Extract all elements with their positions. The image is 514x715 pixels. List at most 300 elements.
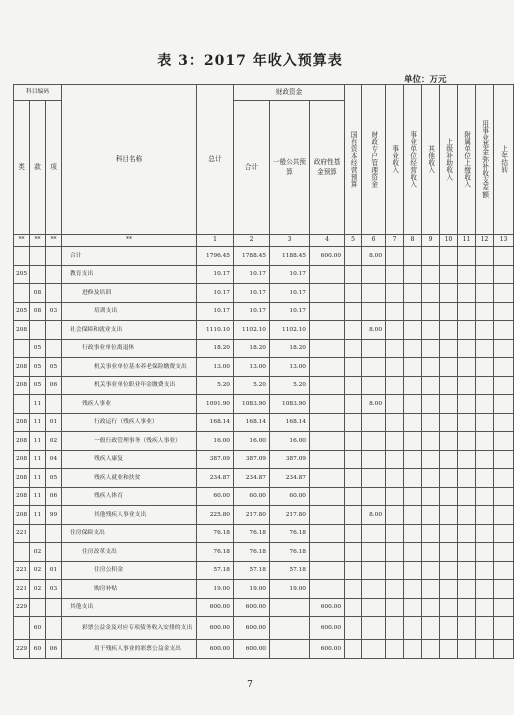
- cell-empty: [386, 302, 404, 321]
- table-row: [14, 640, 514, 659]
- cell-fiscal-special: [362, 561, 386, 580]
- cell-gov-fund-budget: [310, 543, 345, 562]
- cell-empty: [404, 339, 422, 358]
- index-cell: **: [46, 235, 62, 247]
- cell-total: 5.20: [197, 376, 234, 395]
- cell-general-budget: 13.00: [270, 358, 310, 377]
- cell-heji: 18.20: [234, 339, 270, 358]
- cell-subject-name: 彩票公益金及对应专项债务收入安排的支出: [62, 617, 197, 640]
- cell-empty: [494, 395, 514, 414]
- cell-empty: [386, 376, 404, 395]
- cell-kuan: [30, 247, 46, 266]
- cell-heji: 168.14: [234, 413, 270, 432]
- cell-state-capital: [345, 284, 362, 303]
- cell-gov-fund-budget: [310, 265, 345, 284]
- cell-empty: [386, 617, 404, 640]
- cell-empty: [494, 339, 514, 358]
- header-superior-subsidy: 上级补助收入: [444, 138, 453, 181]
- cell-fiscal-special: [362, 432, 386, 451]
- header-fiscal-funds: 财政资金: [234, 85, 345, 101]
- cell-state-capital: [345, 247, 362, 266]
- table-row: [14, 561, 514, 580]
- cell-fiscal-special: [362, 543, 386, 562]
- cell-xiang: [46, 395, 62, 414]
- cell-subject-name: 进修及培训: [62, 284, 197, 303]
- header-fiscal-special: 财政专户管理资金: [369, 131, 378, 188]
- cell-general-budget: 10.17: [270, 265, 310, 284]
- cell-heji: 19.00: [234, 580, 270, 599]
- cell-empty: [422, 265, 440, 284]
- cell-heji: 5.20: [234, 376, 270, 395]
- index-cell: 5: [345, 235, 362, 247]
- cell-kuan: 11: [30, 487, 46, 506]
- cell-empty: [386, 487, 404, 506]
- index-cell: 4: [310, 235, 345, 247]
- cell-lei: 229: [14, 640, 30, 659]
- cell-total: 600.00: [197, 640, 234, 659]
- cell-empty: [458, 284, 476, 303]
- table-row: [14, 395, 514, 414]
- cell-lei: [14, 617, 30, 640]
- cell-subject-name: 残疾人就业和扶贫: [62, 469, 197, 488]
- cell-gov-fund-budget: [310, 339, 345, 358]
- header-career-fund-gap: 用事业基金弥补收支差额: [480, 120, 489, 199]
- cell-fiscal-special: 8.00: [362, 506, 386, 525]
- index-cell: **: [14, 235, 30, 247]
- cell-total: 1091.90: [197, 395, 234, 414]
- cell-fiscal-special: [362, 617, 386, 640]
- table-row: [14, 302, 514, 321]
- cell-fiscal-special: [362, 358, 386, 377]
- cell-total: 13.00: [197, 358, 234, 377]
- cell-xiang: [46, 543, 62, 562]
- cell-empty: [458, 358, 476, 377]
- table-row: [14, 376, 514, 395]
- cell-empty: [476, 413, 494, 432]
- cell-lei: [14, 284, 30, 303]
- header-general-budget: 一般公共预算: [270, 101, 310, 235]
- cell-kuan: 05: [30, 358, 46, 377]
- cell-general-budget: 5.20: [270, 376, 310, 395]
- cell-heji: 10.17: [234, 302, 270, 321]
- cell-empty: [494, 598, 514, 617]
- cell-subject-name: 合计: [62, 247, 197, 266]
- cell-empty: [476, 543, 494, 562]
- cell-lei: 208: [14, 376, 30, 395]
- cell-empty: [404, 265, 422, 284]
- cell-xiang: 06: [46, 376, 62, 395]
- cell-empty: [458, 617, 476, 640]
- cell-empty: [458, 247, 476, 266]
- cell-general-budget: 168.14: [270, 413, 310, 432]
- cell-lei: [14, 543, 30, 562]
- cell-empty: [458, 561, 476, 580]
- cell-empty: [404, 561, 422, 580]
- index-row: [14, 235, 514, 247]
- cell-empty: [440, 302, 458, 321]
- cell-empty: [494, 561, 514, 580]
- cell-empty: [404, 617, 422, 640]
- cell-general-budget: 217.80: [270, 506, 310, 525]
- cell-empty: [476, 561, 494, 580]
- cell-fiscal-special: [362, 284, 386, 303]
- index-cell: 7: [386, 235, 404, 247]
- header-state-capital: 国有资本经营预算: [349, 131, 358, 188]
- cell-empty: [422, 358, 440, 377]
- cell-kuan: [30, 524, 46, 543]
- cell-total: 600.00: [197, 617, 234, 640]
- cell-fiscal-special: [362, 640, 386, 659]
- cell-xiang: [46, 247, 62, 266]
- cell-empty: [440, 580, 458, 599]
- cell-state-capital: [345, 469, 362, 488]
- cell-empty: [476, 450, 494, 469]
- cell-state-capital: [345, 358, 362, 377]
- cell-empty: [476, 284, 494, 303]
- cell-kuan: [30, 265, 46, 284]
- cell-empty: [386, 284, 404, 303]
- cell-gov-fund-budget: [310, 524, 345, 543]
- cell-empty: [494, 247, 514, 266]
- cell-kuan: 60: [30, 617, 46, 640]
- cell-empty: [422, 617, 440, 640]
- header-last-year-carryover: 上年结转: [499, 145, 508, 174]
- cell-empty: [494, 413, 514, 432]
- cell-general-budget: 1083.90: [270, 395, 310, 414]
- table-row: [14, 524, 514, 543]
- cell-lei: 208: [14, 450, 30, 469]
- table-row: [14, 580, 514, 599]
- cell-general-budget: 76.18: [270, 524, 310, 543]
- cell-empty: [404, 469, 422, 488]
- cell-empty: [458, 580, 476, 599]
- cell-empty: [494, 321, 514, 340]
- cell-lei: 205: [14, 302, 30, 321]
- cell-empty: [440, 640, 458, 659]
- cell-total: 76.18: [197, 543, 234, 562]
- cell-empty: [440, 265, 458, 284]
- cell-empty: [458, 265, 476, 284]
- cell-empty: [422, 580, 440, 599]
- cell-heji: 76.18: [234, 524, 270, 543]
- cell-gov-fund-budget: 600.00: [310, 247, 345, 266]
- index-cell: **: [62, 235, 197, 247]
- cell-subject-name: 机关事业单位职业年金缴费支出: [62, 376, 197, 395]
- index-cell: 8: [404, 235, 422, 247]
- cell-xiang: 01: [46, 413, 62, 432]
- cell-heji: 600.00: [234, 617, 270, 640]
- unit-label: 单位：万元: [404, 75, 447, 85]
- table-row: [14, 358, 514, 377]
- cell-gov-fund-budget: [310, 469, 345, 488]
- cell-heji: 10.17: [234, 284, 270, 303]
- cell-fiscal-special: 8.00: [362, 321, 386, 340]
- cell-state-capital: [345, 598, 362, 617]
- cell-kuan: 11: [30, 413, 46, 432]
- cell-empty: [386, 506, 404, 525]
- cell-empty: [422, 432, 440, 451]
- cell-empty: [494, 358, 514, 377]
- table-row: [14, 432, 514, 451]
- header-other-income: 其他收入: [426, 145, 435, 174]
- cell-total: 57.18: [197, 561, 234, 580]
- cell-gov-fund-budget: 600.00: [310, 598, 345, 617]
- cell-gov-fund-budget: [310, 561, 345, 580]
- cell-fiscal-special: 8.00: [362, 395, 386, 414]
- cell-subject-name: 其他支出: [62, 598, 197, 617]
- cell-empty: [458, 524, 476, 543]
- cell-general-budget: 76.18: [270, 543, 310, 562]
- header-heji: 合计: [234, 101, 270, 235]
- cell-xiang: [46, 598, 62, 617]
- cell-empty: [494, 284, 514, 303]
- cell-total: 234.87: [197, 469, 234, 488]
- cell-lei: 208: [14, 506, 30, 525]
- cell-empty: [422, 302, 440, 321]
- cell-empty: [458, 469, 476, 488]
- header-career-income: 事业收入: [390, 145, 399, 174]
- cell-lei: 221: [14, 524, 30, 543]
- cell-empty: [458, 339, 476, 358]
- cell-subject-name: 残疾人事业: [62, 395, 197, 414]
- table-row: [14, 339, 514, 358]
- cell-state-capital: [345, 376, 362, 395]
- cell-empty: [404, 524, 422, 543]
- cell-empty: [404, 247, 422, 266]
- cell-kuan: 60: [30, 640, 46, 659]
- cell-subject-name: 用于残疾人事业的彩票公益金支出: [62, 640, 197, 659]
- cell-empty: [476, 302, 494, 321]
- cell-total: 10.17: [197, 302, 234, 321]
- cell-total: 10.17: [197, 284, 234, 303]
- cell-subject-name: 住房公积金: [62, 561, 197, 580]
- cell-empty: [440, 561, 458, 580]
- table-row: [14, 543, 514, 562]
- cell-kuan: 02: [30, 561, 46, 580]
- cell-gov-fund-budget: [310, 487, 345, 506]
- cell-empty: [386, 524, 404, 543]
- cell-total: 76.18: [197, 524, 234, 543]
- cell-empty: [494, 302, 514, 321]
- cell-kuan: 11: [30, 432, 46, 451]
- table-row: [14, 265, 514, 284]
- cell-empty: [494, 376, 514, 395]
- cell-xiang: [46, 339, 62, 358]
- index-cell: 1: [197, 235, 234, 247]
- cell-empty: [386, 358, 404, 377]
- cell-state-capital: [345, 487, 362, 506]
- cell-empty: [440, 543, 458, 562]
- cell-xiang: 05: [46, 469, 62, 488]
- cell-empty: [476, 506, 494, 525]
- cell-empty: [494, 543, 514, 562]
- cell-lei: 221: [14, 561, 30, 580]
- cell-heji: 217.80: [234, 506, 270, 525]
- header-total: 总计: [197, 85, 234, 235]
- cell-heji: 1083.90: [234, 395, 270, 414]
- cell-xiang: [46, 617, 62, 640]
- cell-total: 225.80: [197, 506, 234, 525]
- cell-subject-name: 其他残疾人事业支出: [62, 506, 197, 525]
- cell-empty: [404, 302, 422, 321]
- cell-subject-name: 残疾人康复: [62, 450, 197, 469]
- table-row: [14, 598, 514, 617]
- cell-subject-name: 教育支出: [62, 265, 197, 284]
- cell-general-budget: 1188.45: [270, 247, 310, 266]
- cell-subject-name: 残疾人体育: [62, 487, 197, 506]
- cell-lei: 208: [14, 413, 30, 432]
- cell-total: 60.00: [197, 487, 234, 506]
- cell-empty: [476, 265, 494, 284]
- cell-state-capital: [345, 413, 362, 432]
- cell-general-budget: 16.00: [270, 432, 310, 451]
- cell-empty: [440, 395, 458, 414]
- cell-empty: [422, 524, 440, 543]
- cell-empty: [404, 395, 422, 414]
- cell-gov-fund-budget: [310, 284, 345, 303]
- cell-empty: [440, 284, 458, 303]
- cell-empty: [404, 640, 422, 659]
- cell-kuan: 11: [30, 469, 46, 488]
- header-subordinate-payment: 附属单位上缴收入: [462, 131, 471, 188]
- cell-empty: [458, 302, 476, 321]
- header-unit-operating: 事业单位经营收入: [408, 131, 417, 188]
- cell-empty: [404, 598, 422, 617]
- cell-gov-fund-budget: [310, 580, 345, 599]
- cell-empty: [386, 640, 404, 659]
- budget-table: [13, 84, 514, 659]
- cell-empty: [476, 598, 494, 617]
- cell-fiscal-special: [362, 580, 386, 599]
- cell-empty: [422, 321, 440, 340]
- cell-xiang: [46, 524, 62, 543]
- cell-empty: [404, 543, 422, 562]
- cell-empty: [494, 487, 514, 506]
- cell-empty: [494, 524, 514, 543]
- header-gov-fund-budget: 政府性基金预算: [310, 101, 345, 235]
- cell-gov-fund-budget: [310, 432, 345, 451]
- cell-gov-fund-budget: [310, 413, 345, 432]
- cell-general-budget: 234.87: [270, 469, 310, 488]
- cell-empty: [386, 247, 404, 266]
- cell-empty: [476, 469, 494, 488]
- cell-empty: [476, 247, 494, 266]
- cell-xiang: 05: [46, 358, 62, 377]
- cell-general-budget: [270, 617, 310, 640]
- cell-empty: [476, 432, 494, 451]
- cell-xiang: 06: [46, 487, 62, 506]
- cell-heji: 1102.10: [234, 321, 270, 340]
- cell-kuan: 11: [30, 450, 46, 469]
- cell-subject-name: 一般行政管理事务（残疾人事业）: [62, 432, 197, 451]
- cell-lei: 208: [14, 321, 30, 340]
- cell-empty: [476, 524, 494, 543]
- cell-empty: [422, 284, 440, 303]
- header-xiang: 项: [46, 101, 62, 235]
- cell-state-capital: [345, 395, 362, 414]
- cell-empty: [440, 506, 458, 525]
- cell-state-capital: [345, 450, 362, 469]
- cell-lei: [14, 247, 30, 266]
- table-body: [14, 247, 514, 659]
- cell-fiscal-special: [362, 302, 386, 321]
- cell-empty: [458, 432, 476, 451]
- cell-empty: [422, 413, 440, 432]
- cell-empty: [458, 487, 476, 506]
- cell-gov-fund-budget: [310, 395, 345, 414]
- cell-lei: 229: [14, 598, 30, 617]
- cell-fiscal-special: [362, 376, 386, 395]
- cell-total: 19.00: [197, 580, 234, 599]
- index-cell: 13: [494, 235, 514, 247]
- cell-empty: [386, 543, 404, 562]
- cell-empty: [386, 432, 404, 451]
- cell-empty: [422, 543, 440, 562]
- cell-gov-fund-budget: [310, 302, 345, 321]
- cell-kuan: 02: [30, 580, 46, 599]
- cell-empty: [404, 376, 422, 395]
- cell-empty: [404, 506, 422, 525]
- cell-xiang: 99: [46, 506, 62, 525]
- cell-heji: 600.00: [234, 598, 270, 617]
- cell-empty: [422, 339, 440, 358]
- table-row: [14, 469, 514, 488]
- cell-total: 387.09: [197, 450, 234, 469]
- cell-heji: 76.18: [234, 543, 270, 562]
- cell-empty: [440, 617, 458, 640]
- table-row: [14, 413, 514, 432]
- cell-xiang: 03: [46, 580, 62, 599]
- index-cell: 9: [422, 235, 440, 247]
- cell-empty: [494, 617, 514, 640]
- cell-gov-fund-budget: [310, 376, 345, 395]
- cell-state-capital: [345, 580, 362, 599]
- cell-xiang: [46, 321, 62, 340]
- cell-empty: [494, 265, 514, 284]
- cell-general-budget: [270, 640, 310, 659]
- cell-empty: [422, 561, 440, 580]
- cell-gov-fund-budget: [310, 506, 345, 525]
- table-row: [14, 450, 514, 469]
- cell-empty: [476, 395, 494, 414]
- cell-empty: [422, 450, 440, 469]
- cell-gov-fund-budget: 600.00: [310, 617, 345, 640]
- header-subject-code: 科目编码: [14, 85, 62, 101]
- cell-empty: [494, 640, 514, 659]
- cell-empty: [494, 506, 514, 525]
- cell-empty: [476, 339, 494, 358]
- cell-empty: [458, 395, 476, 414]
- cell-subject-name: 住房保障支出: [62, 524, 197, 543]
- cell-gov-fund-budget: [310, 450, 345, 469]
- cell-empty: [386, 450, 404, 469]
- cell-empty: [404, 284, 422, 303]
- cell-empty: [422, 487, 440, 506]
- cell-empty: [386, 598, 404, 617]
- table-row: [14, 506, 514, 525]
- cell-xiang: 01: [46, 561, 62, 580]
- table-header: [14, 85, 514, 247]
- cell-empty: [386, 339, 404, 358]
- cell-lei: 221: [14, 580, 30, 599]
- cell-empty: [440, 487, 458, 506]
- header-kuan: 款: [30, 101, 46, 235]
- cell-state-capital: [345, 543, 362, 562]
- cell-empty: [476, 580, 494, 599]
- cell-empty: [440, 469, 458, 488]
- cell-empty: [476, 617, 494, 640]
- cell-lei: 205: [14, 265, 30, 284]
